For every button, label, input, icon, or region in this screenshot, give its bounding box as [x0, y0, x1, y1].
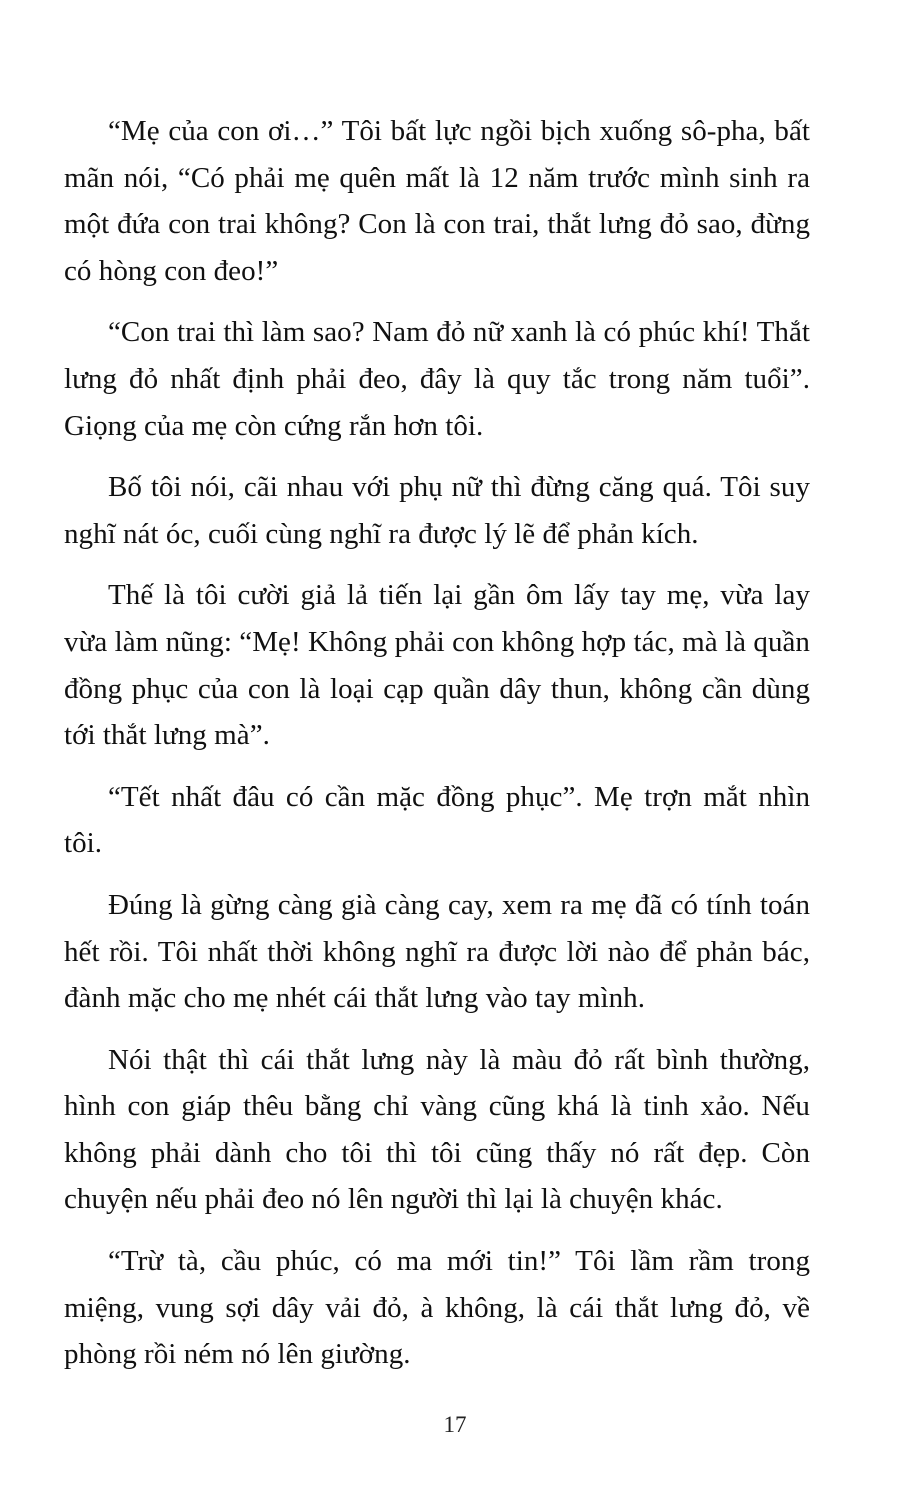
paragraph-5: “Tết nhất đâu có cần mặc đồng phục”. Mẹ trợn mắt nhìn tôi.	[64, 780, 810, 860]
body-text	[64, 108, 810, 1393]
paragraph-8: “Trừ tà, cầu phúc, có ma mới tin!” Tôi lầm rầm trong miệng, vung sợi dây vải đỏ, à không, là cái thắt lưng đỏ, về phòng rồi ném nó lên giường.	[64, 1245, 810, 1371]
page-number: 17	[443, 1412, 467, 1437]
paragraph-6: Đúng là gừng càng già càng cay, xem ra mẹ đã có tính toán hết rồi. Tôi nhất thời không nghĩ ra được lời nào để phản bác, đành mặc cho mẹ nhét cái thắt lưng vào tay mình.	[64, 888, 810, 1015]
paragraph-1: “Mẹ của con ơi…” Tôi bất lực ngồi bịch xuống sô-pha, bất mãn nói, “Có phải mẹ quên mất là 12 năm trước mình sinh ra một đứa con trai không? Con là con trai, thắt lưng đỏ sao, đừng có hòng con đeo!”	[64, 115, 810, 287]
paragraph-3: Bố tôi nói, cãi nhau với phụ nữ thì đừng căng quá. Tôi suy nghĩ nát óc, cuối cùng nghĩ ra được lý lẽ để phản kích.	[64, 471, 810, 550]
paragraph-7: Nói thật thì cái thắt lưng này là màu đỏ rất bình thường, hình con giáp thêu bằng chỉ vàng cũng khá là tinh xảo. Nếu không phải dành cho tôi thì tôi cũng thấy nó rất đẹp. Còn chuyện nếu phải đeo nó lên người thì lại là chuyện khác.	[64, 1043, 810, 1216]
paragraph-2: “Con trai thì làm sao? Nam đỏ nữ xanh là có phúc khí! Thắt lưng đỏ nhất định phải đeo, đây là quy tắc trong năm tuổi”. Giọng của mẹ còn cứng rắn hơn tôi.	[64, 316, 810, 442]
paragraph-4: Thế là tôi cười giả lả tiến lại gần ôm lấy tay mẹ, vừa lay vừa làm nũng: “Mẹ! Không phải con không hợp tác, mà là quần đồng phục của con là loại cạp quần dây thun, không cần dùng tới thắt lưng mà”.	[64, 579, 810, 752]
